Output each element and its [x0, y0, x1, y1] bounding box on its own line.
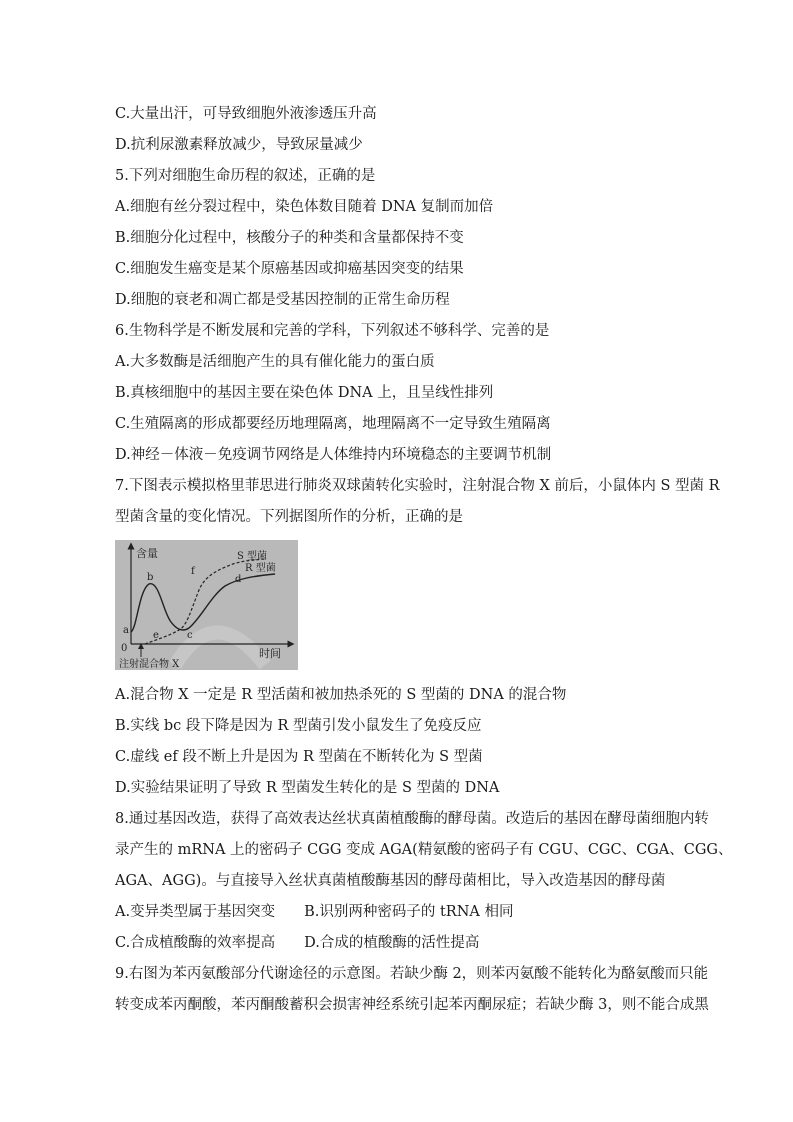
r-strain-label: R 型菌 — [245, 563, 276, 574]
text-line: D.抗利尿激素释放减少，导致尿量减少 — [115, 137, 363, 153]
y-axis-label: 含量 — [136, 547, 158, 560]
figure-svg — [115, 540, 298, 670]
s-strain-label: S 型菌 — [237, 551, 268, 562]
point-f-label: f — [191, 566, 195, 577]
bacteria-growth-figure — [115, 540, 298, 670]
option-6c: C.生殖隔离的形成都要经历地理隔离，地理隔离不一定导致生殖隔离 — [115, 416, 551, 432]
question-8: 8.通过基因改造，获得了高效表达丝状真菌植酸酶的酵母菌。改造后的基因在酵母菌细胞内转 — [115, 811, 709, 827]
question-6: 6.生物科学是不断发展和完善的学科，下列叙述不够科学、完善的是 — [115, 323, 550, 339]
question-7-cont: 型菌含量的变化情况。下列据图所作的分析，正确的是 — [115, 509, 463, 525]
question-8-cont2: AGA、AGG)。与直接导入丝状真菌植酸酶基因的酵母菌相比，导入改造基因的酵母菌 — [115, 873, 666, 889]
option-6a: A.大多数酶是活细胞产生的具有催化能力的蛋白质 — [115, 354, 435, 370]
option-5c: C.细胞发生癌变是某个原癌基因或抑癌基因突变的结果 — [115, 261, 464, 277]
question-8-cont: 录产生的 mRNA 上的密码子 CGG 变成 AGA(精氨酸的密码子有 CGU、CGC、CGA、CGG、 — [115, 842, 733, 858]
point-c-label: c — [187, 630, 193, 641]
point-e-label: e — [153, 630, 159, 641]
question-7: 7.下图表示模拟格里菲思进行肺炎双球菌转化实验时，注射混合物 X 前后，小鼠体内 S 型菌 R — [115, 478, 720, 494]
option-7a: A.混合物 X 一定是 R 型活菌和被加热杀死的 S 型菌的 DNA 的混合物 — [115, 687, 567, 703]
point-b-label: b — [147, 572, 154, 583]
option-6d: D.神经－体液－免疫调节网络是人体维持内环境稳态的主要调节机制 — [115, 447, 552, 463]
options-8cd: C.合成植酸酶的效率提高 D.合成的植酸酶的活性提高 — [115, 935, 480, 951]
text-line: C.大量出汗，可导致细胞外液渗透压升高 — [115, 106, 377, 122]
option-7c: C.虚线 ef 段不断上升是因为 R 型菌在不断转化为 S 型菌 — [115, 749, 483, 765]
point-a-label: a — [123, 625, 129, 636]
option-7b: B.实线 bc 段下降是因为 R 型菌引发小鼠发生了免疫反应 — [115, 718, 482, 734]
option-5d: D.细胞的衰老和凋亡都是受基因控制的正常生命历程 — [115, 292, 450, 308]
question-5: 5.下列对细胞生命历程的叙述，正确的是 — [115, 168, 376, 184]
origin-label: 0 — [121, 643, 128, 654]
options-8ab: A.变异类型属于基因突变 B.识别两种密码子的 tRNA 相同 — [115, 904, 514, 920]
injection-label: 注射混合物 X — [119, 659, 180, 670]
question-9-cont: 转变成苯丙酮酸，苯丙酮酸蓄积会损害神经系统引起苯丙酮尿症；若缺少酶 3，则不能合成黑 — [115, 997, 709, 1013]
option-7d: D.实验结果证明了导致 R 型菌发生转化的是 S 型菌的 DNA — [115, 780, 500, 796]
point-d-label: d — [235, 574, 242, 585]
question-9: 9.右图为苯丙氨酸部分代谢途径的示意图。若缺少酶 2，则苯丙氨酸不能转化为酪氨酸而只能 — [115, 966, 709, 982]
x-axis-label: 时间 — [259, 647, 281, 660]
option-6b: B.真核细胞中的基因主要在染色体 DNA 上，且呈线性排列 — [115, 385, 494, 401]
option-5b: B.细胞分化过程中，核酸分子的种类和含量都保持不变 — [115, 230, 464, 246]
option-5a: A.细胞有丝分裂过程中，染色体数目随着 DNA 复制而加倍 — [115, 199, 494, 215]
